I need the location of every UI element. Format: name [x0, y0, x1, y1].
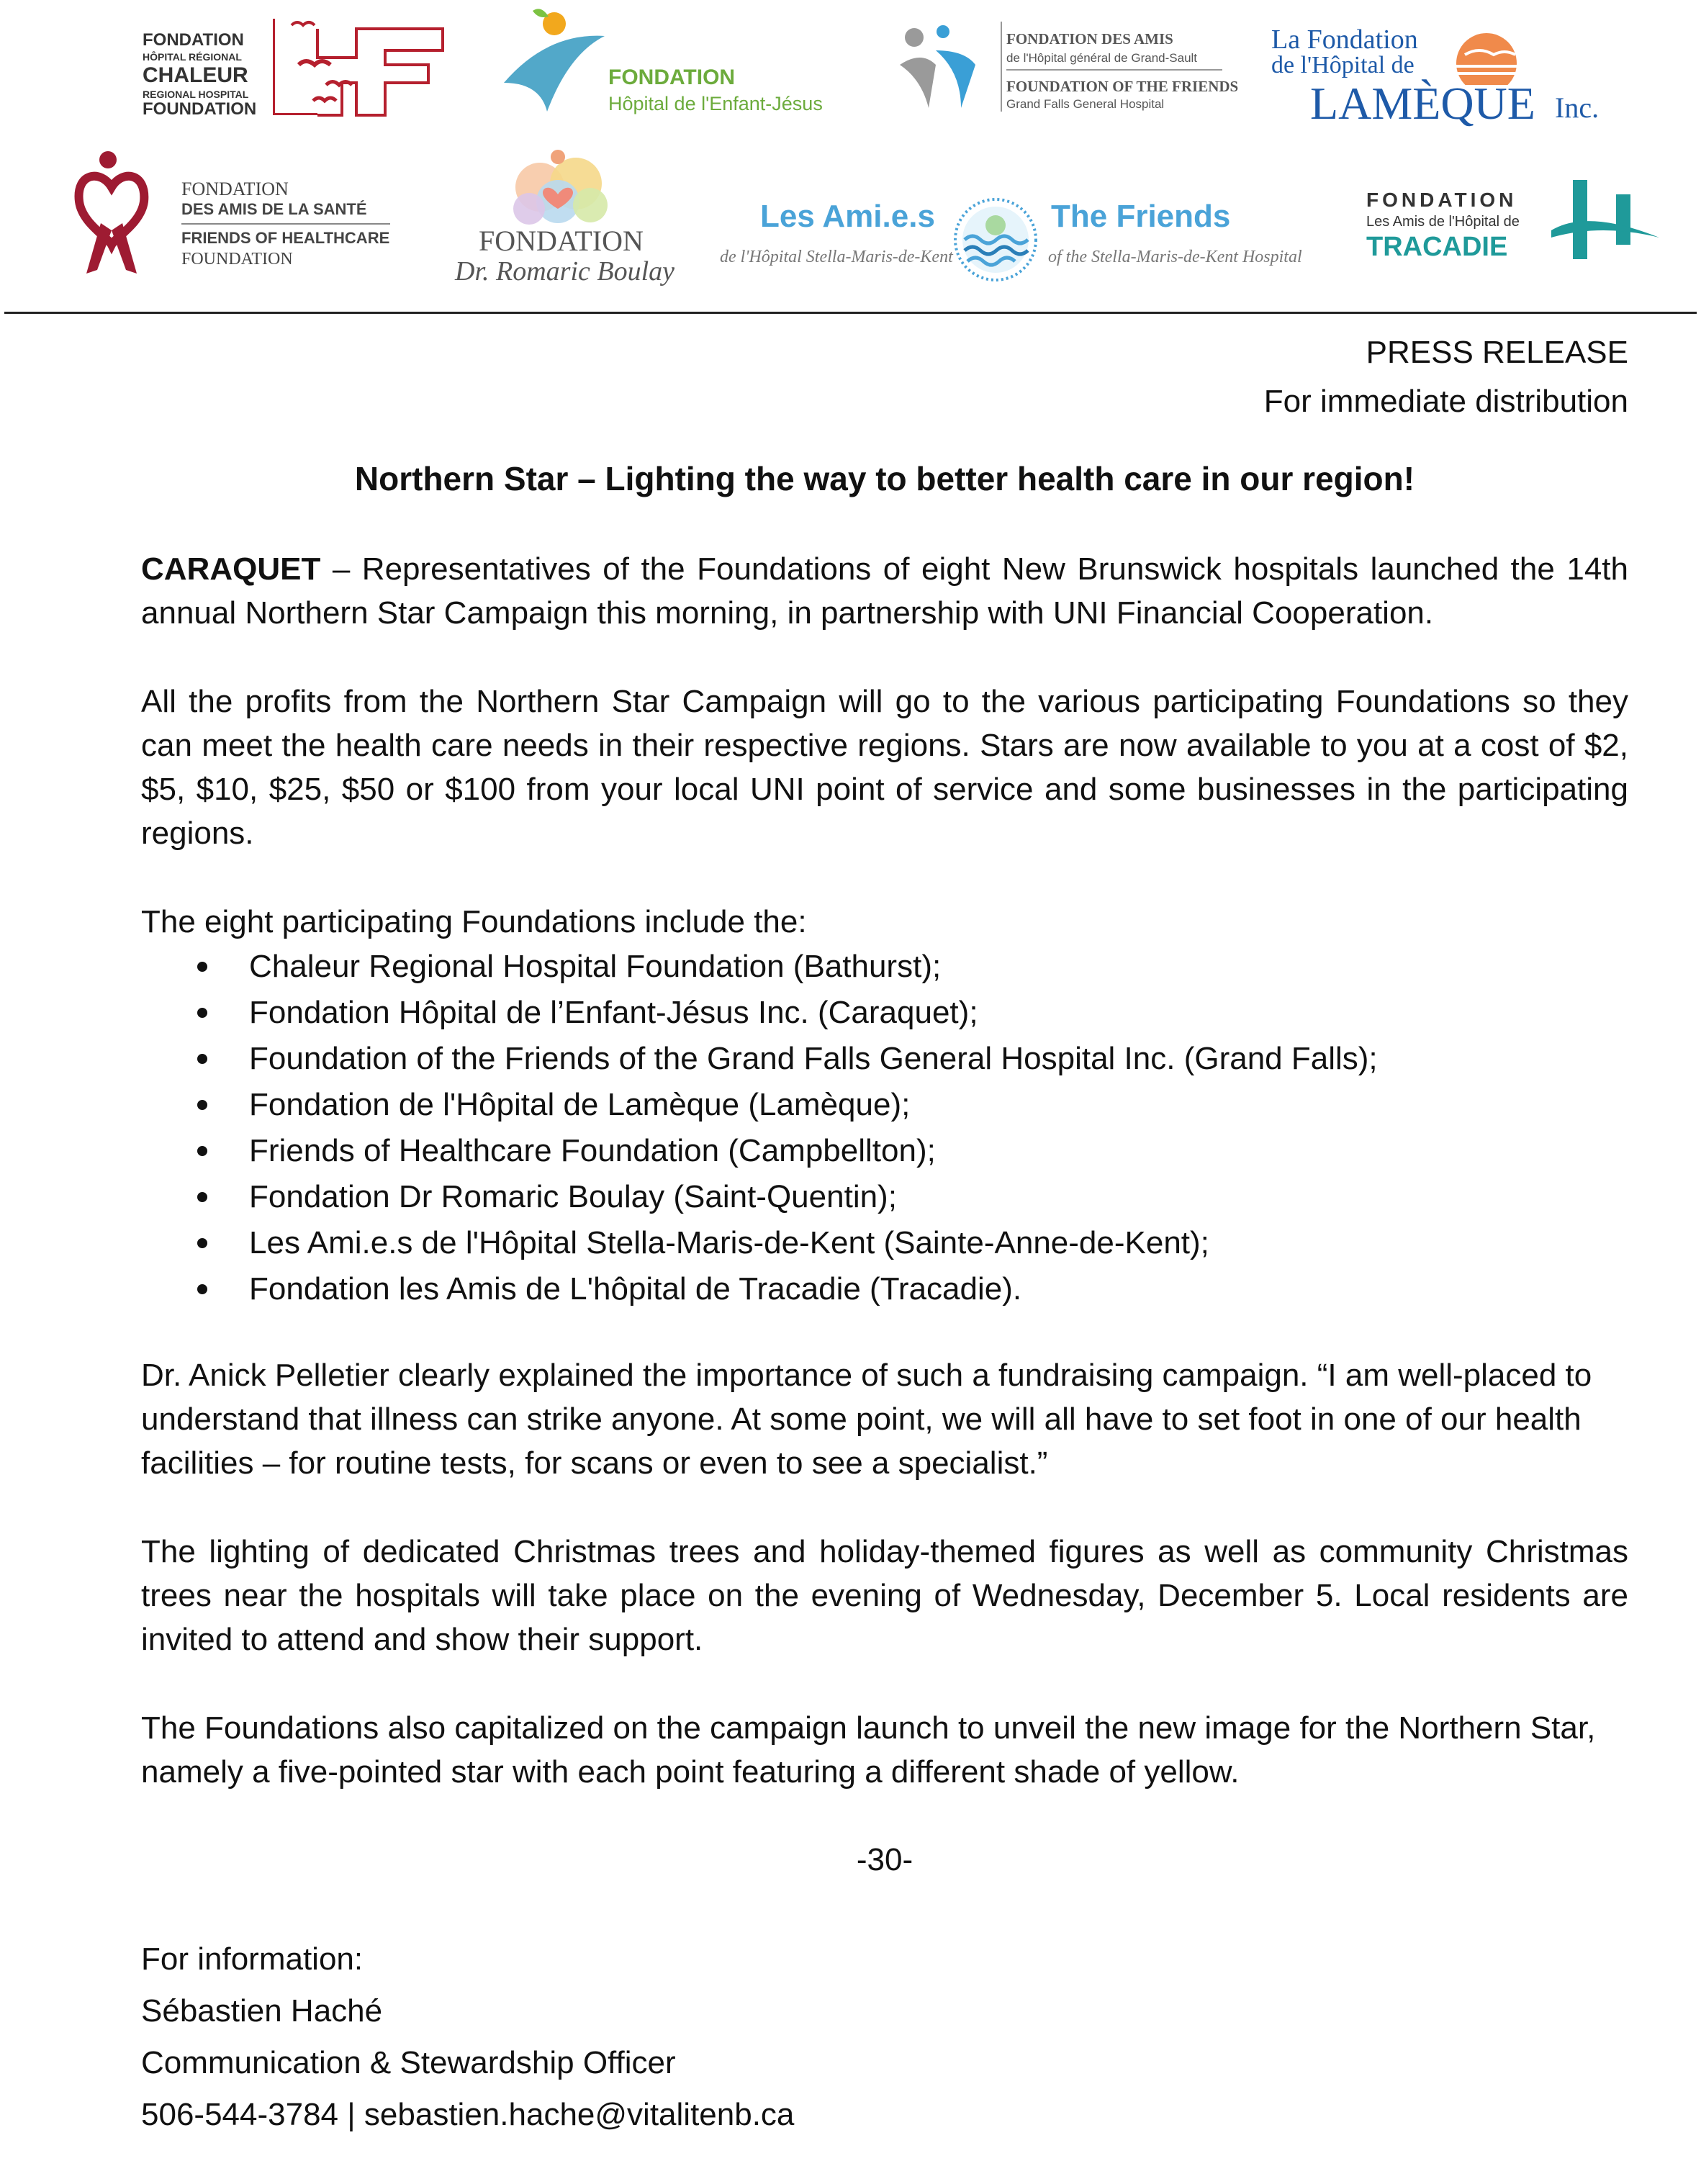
contact-phone[interactable]: 506-544-3784 — [141, 2097, 339, 2132]
list-item: Foundation of the Friends of the Grand Falls General Hospital Inc. (Grand Falls); — [141, 1036, 1628, 1082]
grand-falls-logo-line4: Grand Falls General Hospital — [1006, 97, 1165, 111]
bullet-icon — [197, 1100, 207, 1110]
enfant-jesus-logo-line2: Hôpital de l'Enfant-Jésus — [608, 93, 823, 114]
stella-logo-right-sub: of the Stella-Maris-de-Kent Hospital — [1048, 248, 1302, 266]
list-item: Friends of Healthcare Foundation (Campbellton); — [141, 1128, 1628, 1174]
press-release-label: PRESS RELEASE — [1366, 335, 1628, 370]
list-item: Fondation Dr Romaric Boulay (Saint-Quentin); — [141, 1174, 1628, 1220]
list-item: Fondation les Amis de L'hôpital de Tracadie (Tracadie). — [141, 1266, 1628, 1312]
grand-falls-foundation-logo — [893, 22, 1238, 115]
grand-falls-logo-line2: de l'Hôpital général de Grand-Sault — [1006, 51, 1198, 65]
bullet-icon — [197, 1054, 207, 1064]
chaleur-logo-line5: FOUNDATION — [143, 99, 257, 119]
contact-name: Sébastien Haché — [141, 1993, 383, 2029]
grand-falls-logo-line3: FOUNDATION OF THE FRIENDS — [1006, 78, 1239, 95]
tracadie-logo-line2: Les Amis de l'Hôpital de — [1366, 214, 1520, 230]
healthcare-logo-line3: FRIENDS OF HEALTHCARE — [181, 229, 390, 247]
paragraph-new-image: The Foundations also capitalized on the campaign launch to unveil the new image for the Northern Star, namely a five-pointed star with each point featuring a different shade of yellow. — [141, 1710, 1596, 1790]
enfant-jesus-logo-line1: FONDATION — [608, 66, 736, 89]
bullet-icon — [197, 1146, 207, 1156]
contact-block — [141, 1933, 1628, 2141]
stella-maris-foundation-logo — [720, 184, 1302, 299]
chaleur-hf-mark-icon — [270, 14, 446, 122]
bullet-icon — [197, 962, 207, 972]
healthcare-logo-line2: DES AMIS DE LA SANTÉ — [181, 200, 367, 218]
lameque-foundation-logo — [1267, 22, 1612, 130]
dateline: CARAQUET — [141, 551, 321, 587]
enfant-jesus-foundation-logo — [497, 4, 842, 119]
list-item: Fondation Hôpital de l’Enfant-Jésus Inc. (Caraquet); — [141, 990, 1628, 1036]
tracadie-logo-line1: FONDATION — [1366, 189, 1517, 211]
grand-falls-figures-icon — [893, 22, 986, 112]
chaleur-logo-line1: FONDATION — [143, 30, 244, 50]
foundations-list-intro: The eight participating Foundations include the: — [141, 904, 807, 939]
chaleur-logo-line4: REGIONAL HOSPITAL — [143, 89, 249, 100]
list-item: Chaleur Regional Hospital Foundation (Bathurst); — [141, 944, 1628, 990]
healthcare-logo-line4: FOUNDATION — [181, 250, 293, 269]
lameque-logo-line1: La Fondation — [1271, 24, 1418, 55]
contact-details — [141, 2089, 1628, 2141]
boulay-logo-line2: Dr. Romaric Boulay — [455, 256, 675, 286]
contact-label: For information: — [141, 1941, 364, 1977]
tracadie-h-mark-icon — [1551, 180, 1659, 263]
stella-logo-left-sub: de l'Hôpital Stella-Maris-de-Kent — [720, 248, 953, 266]
stella-logo-left-title: Les Ami.e.s — [760, 199, 935, 234]
lameque-logo-line3: LAMÈQUE — [1310, 78, 1535, 129]
chaleur-logo-line3: CHALEUR — [143, 63, 248, 87]
bullet-icon — [197, 1192, 207, 1202]
end-mark: -30- — [856, 1842, 913, 1877]
grand-falls-logo-line1: FONDATION DES AMIS — [1006, 30, 1173, 48]
press-release-title: Northern Star – Lighting the way to better health care in our region! — [354, 460, 1415, 497]
stella-wave-circle-icon — [949, 189, 1042, 290]
stella-logo-right-title: The Friends — [1051, 199, 1231, 234]
healthcare-ribbon-heart-icon — [72, 144, 158, 281]
paragraph-lighting: The lighting of dedicated Christmas trees and holiday-themed figures as well as community Christmas trees near the hospitals will take place on the evening of Wednesday, December 5. Local residents are invited to attend and show their support. — [141, 1534, 1628, 1657]
enfant-jesus-figure-icon — [497, 4, 612, 115]
contact-separator: | — [347, 2097, 356, 2132]
contact-role: Communication & Stewardship Officer — [141, 2045, 676, 2080]
header-divider — [4, 312, 1697, 314]
lameque-logo-line2: de l'Hôpital de — [1271, 52, 1415, 78]
chaleur-foundation-logo — [137, 14, 446, 122]
paragraph-intro-text: – Representatives of the Foundations of eight New Brunswick hospitals launched the 14th annual Northern Star Campaign this morning, in partnership with UNI Financial Cooperation. — [141, 551, 1628, 631]
tracadie-foundation-logo — [1361, 180, 1670, 274]
bullet-icon — [197, 1284, 207, 1294]
press-release-header — [141, 328, 1628, 426]
paragraph-profits: All the profits from the Northern Star Campaign will go to the various participating Foundations so they can meet the health care needs in their respective regions. Stars are now available to you at a cost of $2, $5, $10, $25, $50 or $100 from your local UNI point of service and some businesses in the participating regions. — [141, 684, 1628, 851]
foundations-list — [141, 944, 1628, 1312]
press-release-sublabel: For immediate distribution — [1263, 384, 1628, 419]
boulay-foundation-logo — [446, 144, 677, 295]
lameque-logo-line4: Inc. — [1555, 91, 1600, 124]
bullet-icon — [197, 1008, 207, 1018]
list-item: Fondation de l'Hôpital de Lamèque (Lamèque); — [141, 1082, 1628, 1128]
healthcare-logo-line1: FONDATION — [181, 179, 289, 199]
chaleur-logo-line2: HÔPITAL RÉGIONAL — [143, 51, 242, 63]
paragraph-intro — [141, 547, 1628, 635]
bullet-icon — [197, 1238, 207, 1248]
tracadie-logo-line3: TRACADIE — [1366, 232, 1508, 262]
paragraph-quote: Dr. Anick Pelletier clearly explained the importance of such a fundraising campaign. “I am well-placed to understand that illness can strike anyone. At some point, we will all have to set foot in one of our health facilities – for routine tests, for scans or even to see a specialist.” — [141, 1358, 1592, 1481]
friends-of-healthcare-logo — [72, 144, 403, 281]
boulay-logo-line1: FONDATION — [479, 225, 644, 257]
list-item: Les Ami.e.s de l'Hôpital Stella-Maris-de-Kent (Sainte-Anne-de-Kent); — [141, 1220, 1628, 1266]
lameque-sunset-icon — [1450, 27, 1522, 85]
contact-email-link[interactable]: sebastien.hache@vitalitenb.ca — [364, 2097, 795, 2132]
boulay-heart-cloud-icon — [497, 144, 626, 230]
